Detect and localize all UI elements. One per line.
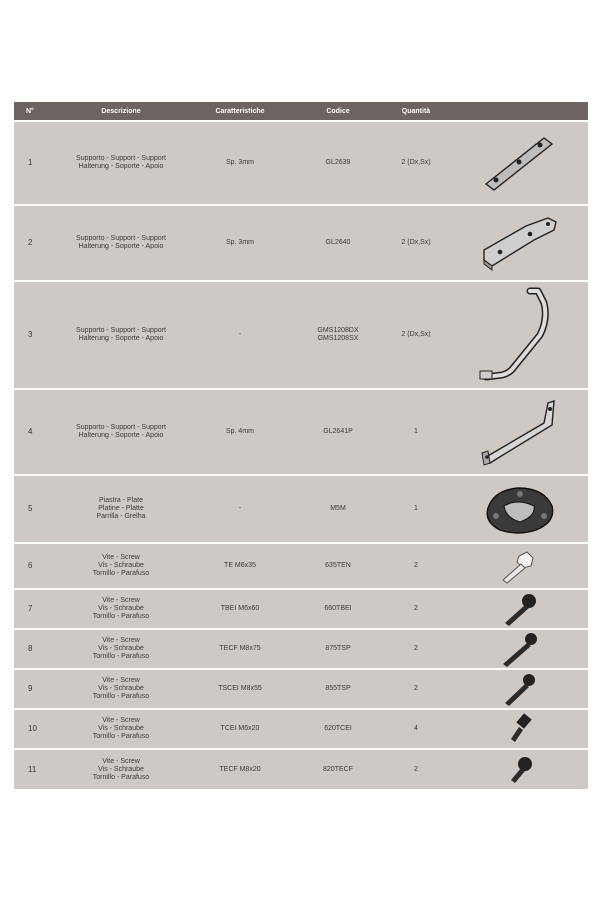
code-line: GMS1208DX [317, 327, 359, 334]
row-quantity: 2 [382, 589, 450, 629]
parts-list-sheet [14, 102, 588, 789]
row-description [56, 749, 186, 789]
row-number: 6 [14, 543, 56, 589]
row-code [294, 543, 382, 589]
desc-line: Vite - Screw [102, 717, 140, 724]
table-row [14, 121, 588, 205]
table-row [14, 589, 588, 629]
row-code [294, 589, 382, 629]
row-number: 1 [14, 121, 56, 205]
row-description [56, 475, 186, 543]
desc-line: Supporto - Support - Support [76, 424, 166, 431]
row-number: 4 [14, 389, 56, 475]
table-row [14, 475, 588, 543]
long-bent-bracket-icon [474, 393, 564, 471]
row-code [294, 749, 382, 789]
header-characteristics: Caratteristiche [186, 102, 294, 121]
flat-bracket-icon [474, 128, 564, 198]
table-row [14, 669, 588, 709]
row-code [294, 389, 382, 475]
row-quantity: 2 (Dx,Sx) [382, 205, 450, 281]
row-description [56, 669, 186, 709]
desc-line: Vis - Schraube [98, 725, 144, 732]
code-line: GL2639 [325, 159, 351, 166]
row-characteristics: TCEI M6x20 [186, 709, 294, 749]
row-number: 5 [14, 475, 56, 543]
row-characteristics: Sp. 3mm [186, 121, 294, 205]
row-quantity: 2 [382, 543, 450, 589]
monokey-plate-icon [474, 478, 564, 540]
row-code [294, 669, 382, 709]
table-row [14, 543, 588, 589]
row-quantity: 2 [382, 749, 450, 789]
code-line: GL2640 [325, 239, 351, 246]
row-number: 9 [14, 669, 56, 709]
row-quantity: 2 (Dx,Sx) [382, 121, 450, 205]
desc-line: Tornillo - Parafuso [92, 653, 150, 660]
row-number: 10 [14, 709, 56, 749]
row-quantity: 2 [382, 669, 450, 709]
desc-line: Vis - Schraube [98, 562, 144, 569]
row-characteristics: TBEI M6x60 [186, 589, 294, 629]
row-characteristics: - [186, 475, 294, 543]
desc-line: Tornillo - Parafuso [92, 693, 150, 700]
row-description [56, 543, 186, 589]
desc-line: Halterung - Soporte - Apoio [78, 432, 164, 439]
table-row [14, 205, 588, 281]
row-code [294, 121, 382, 205]
desc-line: Vite - Screw [102, 597, 140, 604]
header-number: N° [14, 102, 56, 121]
row-number: 7 [14, 589, 56, 629]
desc-line: Vite - Screw [102, 554, 140, 561]
code-line: 635TEN [325, 562, 351, 569]
table-header [14, 102, 588, 121]
desc-line: Parrilla - Grelha [96, 513, 146, 520]
code-line: 875TSP [325, 645, 351, 652]
desc-line: Supporto - Support - Support [76, 235, 166, 242]
table-row [14, 749, 588, 789]
desc-line: Tornillo - Parafuso [92, 733, 150, 740]
row-description [56, 389, 186, 475]
row-number: 2 [14, 205, 56, 281]
row-number: 11 [14, 749, 56, 789]
row-code [294, 709, 382, 749]
row-characteristics: TECF M8x20 [186, 749, 294, 789]
desc-line: Halterung - Soporte - Apoio [78, 335, 164, 342]
cross-head-screw-icon [489, 752, 549, 788]
row-characteristics: TE M6x35 [186, 543, 294, 589]
desc-line: Vis - Schraube [98, 765, 144, 773]
row-quantity: 2 [382, 629, 450, 669]
header-description: Descrizione [56, 102, 186, 121]
desc-line: Vis - Schraube [98, 605, 144, 612]
row-code [294, 281, 382, 389]
desc-line: Supporto - Support - Support [76, 327, 166, 334]
angled-plate-bracket-icon [474, 210, 564, 276]
row-characteristics: TSCEI M8x55 [186, 669, 294, 709]
desc-line: Vis - Schraube [98, 645, 144, 652]
desc-line: Piastra - Plate [99, 497, 143, 504]
parts-table [14, 102, 588, 789]
desc-line: Halterung - Soporte - Apoio [78, 163, 164, 170]
code-line: 820TECF [323, 765, 353, 773]
row-characteristics: TECF M8x75 [186, 629, 294, 669]
button-head-screw-icon [489, 591, 549, 627]
row-code [294, 475, 382, 543]
row-quantity: 2 (Dx,Sx) [382, 281, 450, 389]
row-quantity: 4 [382, 709, 450, 749]
desc-line: Platine - Platte [98, 505, 144, 512]
row-characteristics: Sp. 4mm [186, 389, 294, 475]
desc-line: Vis - Schraube [98, 685, 144, 692]
table-row [14, 709, 588, 749]
row-number: 3 [14, 281, 56, 389]
row-code [294, 205, 382, 281]
desc-line: Tornillo - Parafuso [92, 773, 150, 781]
desc-line: Tornillo - Parafuso [92, 613, 150, 620]
row-description [56, 205, 186, 281]
cross-head-screw-icon [489, 671, 549, 707]
header-code: Codice [294, 102, 382, 121]
table-row [14, 281, 588, 389]
row-description [56, 589, 186, 629]
row-characteristics: - [186, 281, 294, 389]
header-image [450, 102, 588, 121]
code-line: M5M [330, 505, 346, 512]
desc-line: Vite - Screw [102, 757, 140, 765]
desc-line: Halterung - Soporte - Apoio [78, 243, 164, 250]
row-description [56, 709, 186, 749]
socket-cap-screw-icon [489, 711, 549, 747]
row-number: 8 [14, 629, 56, 669]
hex-screw-icon [489, 546, 549, 586]
code-line: 660TBEI [324, 605, 352, 612]
row-quantity: 1 [382, 475, 450, 543]
row-code [294, 629, 382, 669]
cross-head-screw-icon [489, 631, 549, 667]
curved-tube-support-icon [474, 285, 564, 385]
desc-line: Vite - Screw [102, 677, 140, 684]
desc-line: Supporto - Support - Support [76, 155, 166, 162]
table-row [14, 629, 588, 669]
row-description [56, 121, 186, 205]
code-line: GL2641P [323, 428, 353, 435]
desc-line: Vite - Screw [102, 637, 140, 644]
code-line: 855TSP [325, 685, 351, 692]
row-description [56, 629, 186, 669]
code-line: 620TCEI [324, 725, 352, 732]
header-quantity: Quantità [382, 102, 450, 121]
row-quantity: 1 [382, 389, 450, 475]
table-row [14, 389, 588, 475]
code-line: GMS1208SX [317, 335, 359, 342]
row-characteristics: Sp. 3mm [186, 205, 294, 281]
row-description [56, 281, 186, 389]
desc-line: Tornillo - Parafuso [92, 570, 150, 577]
